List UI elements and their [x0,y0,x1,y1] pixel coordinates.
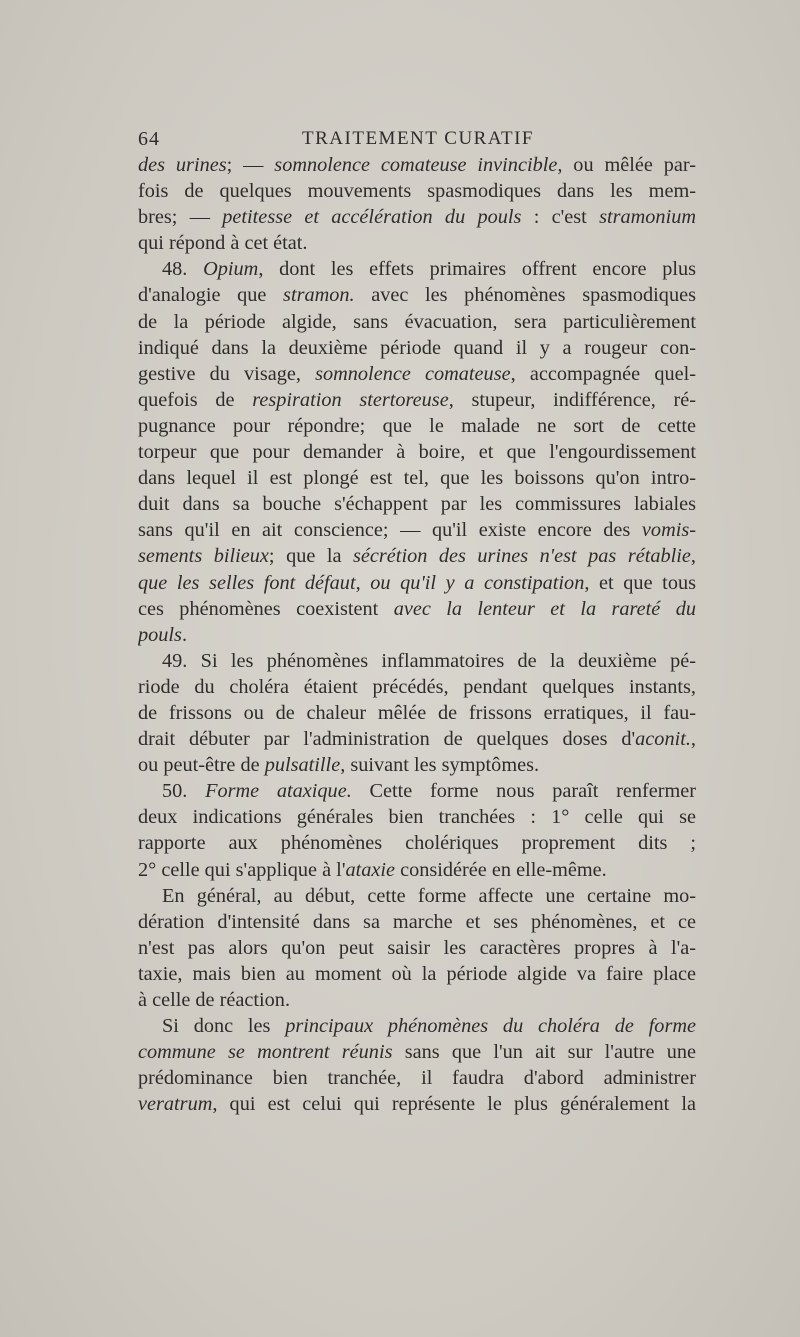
text-line: dans lequel il est plongé est tel, que les boissons qu'on intro- [138,467,696,490]
text-line: torpeur que pour demander à boire, et que l'engourdissement [138,441,696,464]
text-line: drait débuter par l'administration de quelques doses d'aconit., [138,728,696,751]
text-line: de la période algide, sans évacuation, sera particulièrement [138,310,696,333]
text-line: pugnance pour répondre; que le malade ne sort de cette [138,414,696,437]
text-line: sans qu'il en ait conscience; — qu'il existe encore des vomis- [138,519,696,542]
text-line: dération d'intensité dans sa marche et ses phénomènes, et ce [138,910,696,933]
text-line: pouls. [138,623,188,646]
body-text [138,152,696,1117]
text-line: rapporte aux phénomènes cholériques proprement dits ; [138,832,696,855]
text-line: n'est pas alors qu'on peut saisir les caractères propres à l'a- [138,936,696,959]
text-line: ces phénomènes coexistent avec la lenteur et la rareté du [138,597,696,620]
text-line: qui répond à cet état. [138,232,308,255]
text-line: ou peut-être de pulsatille, suivant les symptômes. [138,754,540,777]
text-line: taxie, mais bien au moment où la période algide va faire place [138,962,696,985]
text-line: gestive du visage, somnolence comateuse, accompagnée quel- [138,362,696,385]
text-line: 48. Opium, dont les effets primaires offrent encore plus [162,258,696,281]
text-line: des urines; — somnolence comateuse invincible, ou mêlée par- [138,154,696,176]
text-line: 49. Si les phénomènes inflammatoires de la deuxième pé- [162,649,696,672]
text-line: fois de quelques mouvements spasmodiques dans les mem- [138,180,696,203]
text-line: veratrum, qui est celui qui représente le plus généralement la [138,1093,696,1116]
text-line: quefois de respiration stertoreuse, stupeur, indifférence, ré- [138,388,696,411]
text-line: bres; — petitesse et accélération du pouls : c'est stramonium [138,206,696,229]
text-line: que les selles font défaut, ou qu'il y a constipation, et que tous [138,571,696,594]
text-line: deux indications générales bien tranchées : 1° celle qui se [138,806,696,829]
page-number: 64 [138,128,160,150]
text-line: sements bilieux; que la sécrétion des urines n'est pas rétablie, [138,545,696,568]
text-line: riode du choléra étaient précédés, pendant quelques instants, [138,675,696,698]
running-title: TRAITEMENT CURATIF [302,128,534,149]
text-line: indiqué dans la deuxième période quand il y a rougeur con- [138,336,696,359]
text-line: de frissons ou de chaleur mêlée de frissons erratiques, il fau- [138,701,696,724]
text-line: Si donc les principaux phénomènes du choléra de forme [162,1015,696,1038]
text-line: 50. Forme ataxique. Cette forme nous paraît renfermer [162,780,696,803]
text-line: commune se montrent réunis sans que l'un ait sur l'autre une [138,1041,696,1064]
text-line: En général, au début, cette forme affecte une certaine mo- [162,884,696,907]
text-line: 2° celle qui s'applique à l'ataxie considérée en elle-même. [138,858,607,881]
text-line: d'analogie que stramon. avec les phénomènes spasmodiques [138,284,696,307]
text-line: à celle de réaction. [138,989,291,1011]
text-line: prédominance bien tranchée, il faudra d'abord administrer [138,1067,696,1090]
text-line: duit dans sa bouche s'échappent par les commissures labiales [138,493,696,516]
